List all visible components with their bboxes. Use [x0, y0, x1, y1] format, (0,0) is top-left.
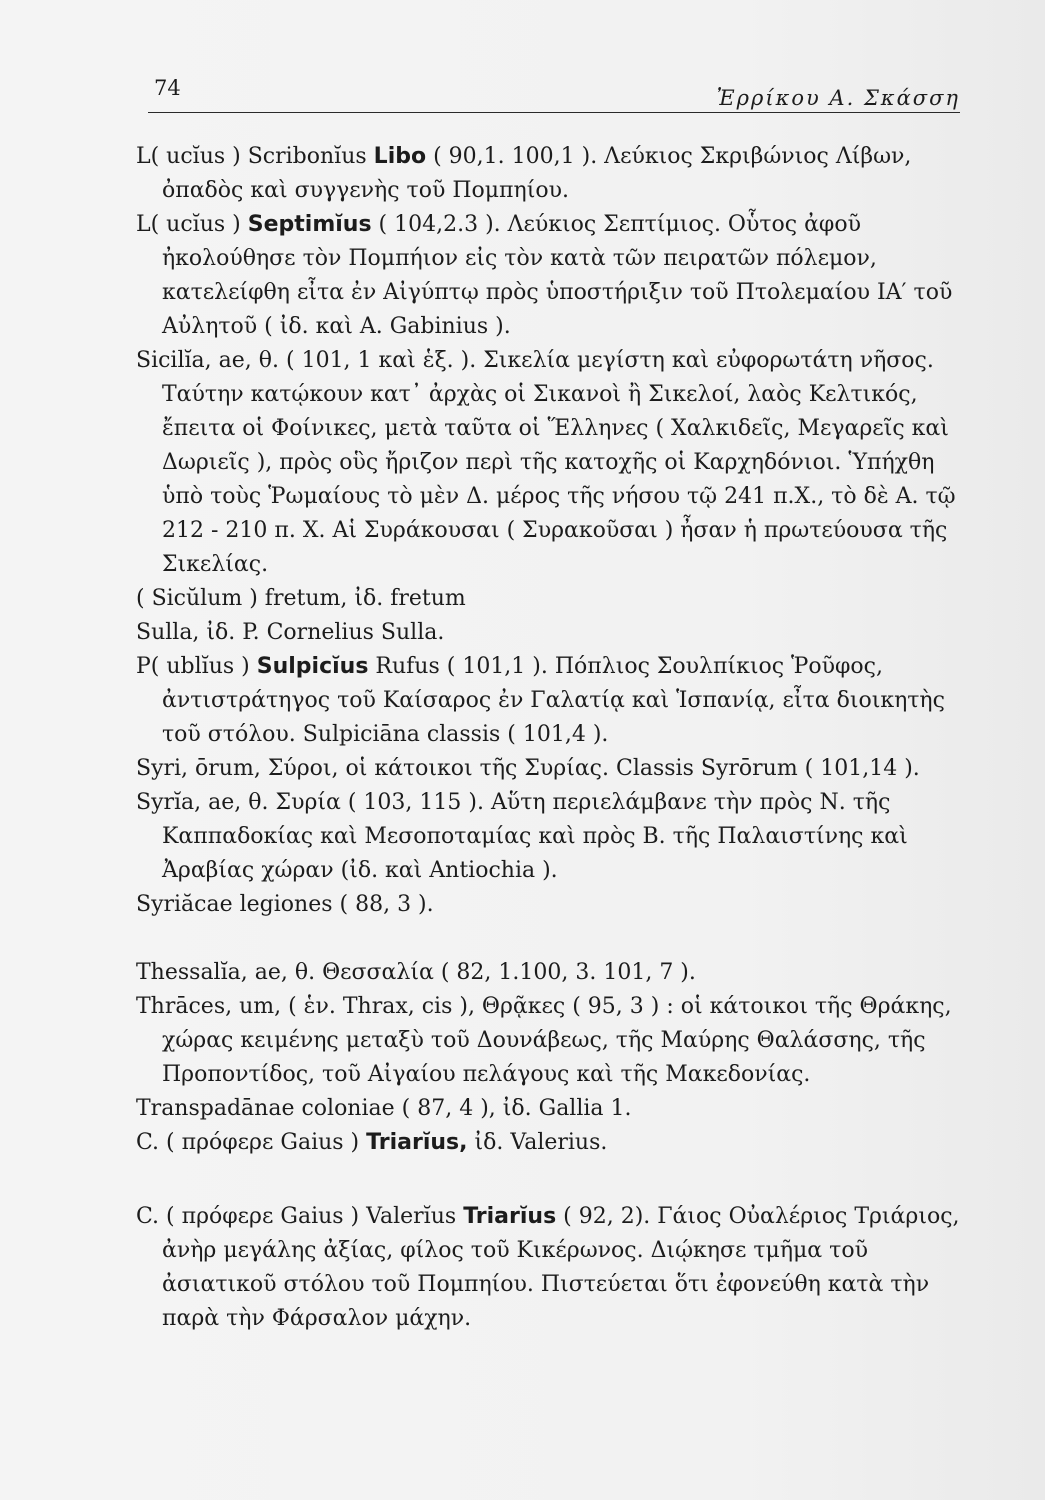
entry-syriacae-legiones: Syriăcae legiones ( 88, 3 ).: [136, 892, 434, 917]
entry-thraces: Thrāces, um, ( ἑν. Thrax, cis ), Θρᾷκες ( 95, 3 ) : οἱ κάτοικοι τῆς Θράκης, χώρας κειμένης μεταξὺ τοῦ Δουνάβεως, τῆς Μαύρης Θαλάσσης, τῆς Προποντίδος, τοῦ Αἰγαίου πελάγους καὶ τῆς Μακεδονίας.: [136, 994, 952, 1087]
entry-triarius-ref: C. ( πρόφερε Gaius ) Triarĭus, ἰδ. Valerius.: [136, 1130, 608, 1155]
page-number: 74: [154, 76, 181, 100]
entry-transpadanae: Transpadānae coloniae ( 87, 4 ), ἰδ. Gallia 1.: [136, 1096, 632, 1121]
entry-syria: Syrĭa, ae, θ. Συρία ( 103, 115 ). Αὕτη περιελάμβανε τὴν πρὸς Ν. τῆς Καππαδοκίας καὶ Μεσοποταμίας καὶ πρὸς Β. τῆς Παλαιστίνης καὶ Ἀραβίας χώραν (ἰδ. καὶ Antiochia ).: [136, 790, 908, 883]
entry-syri: Syri, ōrum, Σύροι, οἱ κάτοικοι τῆς Συρίας. Classis Syrōrum ( 101,14 ).: [136, 756, 920, 781]
entry-sulpicius: P( ublĭus ) Sulpicĭus Rufus ( 101,1 ). Πόπλιος Σουλπίκιος Ῥοῦφος, ἀντιστράτηγος τοῦ Καίσαρος ἐν Γαλατίᾳ καὶ Ἱσπανίᾳ, εἶτα διοικητὴς τοῦ στόλου. Sulpiciāna classis ( 101,4 ).: [136, 654, 945, 747]
entry-sulla: Sulla, ἰδ. P. Cornelius Sulla.: [136, 620, 445, 645]
entry-siculum-fretum: ( Sicŭlum ) fretum, ἰδ. fretum: [136, 586, 466, 611]
running-title: Ἐρρίκου Α. Σκάσση: [716, 86, 960, 110]
entry-headword: Triarĭus,: [366, 1130, 468, 1155]
page-header: [148, 72, 960, 113]
entry-valerius-triarius: C. ( πρόφερε Gaius ) Valerĭus Triarĭus ( 92, 2). Γάιος Οὐαλέριος Τριάριος, ἀνὴρ μεγάλης ἀξίας, φίλος τοῦ Κικέρωνος. Διῴκησε τμῆμα τοῦ ἀσιατικοῦ στόλου τοῦ Πομπηίου. Πιστεύεται ὅτι ἐφονεύθη κατὰ τὴν παρὰ τὴν Φάρσαλον μάχην.: [136, 1204, 960, 1331]
entry-headword: Triarĭus: [463, 1204, 557, 1229]
entry-headword: Septimĭus: [247, 212, 372, 237]
entry-sicilia: Sicilĭa, ae, θ. ( 101, 1 καὶ ἑξ. ). Σικελία μεγίστη καὶ εὐφορωτάτη νῆσος. Ταύτην κατῴκουν κατ᾽ ἀρχὰς οἱ Σικανοὶ ἢ Σικελοί, λαὸς Κελτικός, ἔπειτα οἱ Φοίνικες, μετὰ ταῦτα οἱ Ἕλληνες ( Χαλκιδεῖς, Μεγαρεῖς καὶ Δωριεῖς ), πρὸς οὓς ἤριζον περὶ τῆς κατοχῆς οἱ Καρχηδόνιοι. Ὑπήχθη ὑπὸ τοὺς Ῥωμαίους τὸ μὲν Δ. μέρος τῆς νήσου τῷ 241 π.Χ., τὸ δὲ Α. τῷ 212 - 210 π. Χ. Αἱ Συράκουσαι ( Συρακοῦσαι ) ἦσαν ἡ πρωτεύουσα τῆς Σικελίας.: [136, 348, 956, 577]
entry-headword: Sulpicĭus: [256, 654, 369, 679]
glossary-entries: [136, 140, 968, 1336]
entry-headword: Libo: [373, 144, 427, 169]
entry-libo: L( ucĭus ) Scribonĭus Libo ( 90,1. 100,1 ). Λεύκιος Σκριβώνιος Λίβων, ὀπαδὸς καὶ συγγενὴς τοῦ Πομπηίου.: [136, 144, 912, 203]
entry-septimius: L( ucĭus ) Septimĭus ( 104,2.3 ). Λεύκιος Σεπτίμιος. Οὗτος ἀφοῦ ἠκολούθησε τὸν Πομπήιον εἰς τὸν κατὰ τῶν πειρατῶν πόλεμον, κατελείφθη εἶτα ἐν Αἰγύπτῳ πρὸς ὑποστήριξιν τοῦ Πτολεμαίου ΙΑ′ τοῦ Αὐλητοῦ ( ἰδ. καὶ A. Gabinius ).: [136, 212, 953, 339]
entry-thessalia: Thessalĭa, ae, θ. Θεσσαλία ( 82, 1.100, 3. 101, 7 ).: [136, 960, 696, 985]
